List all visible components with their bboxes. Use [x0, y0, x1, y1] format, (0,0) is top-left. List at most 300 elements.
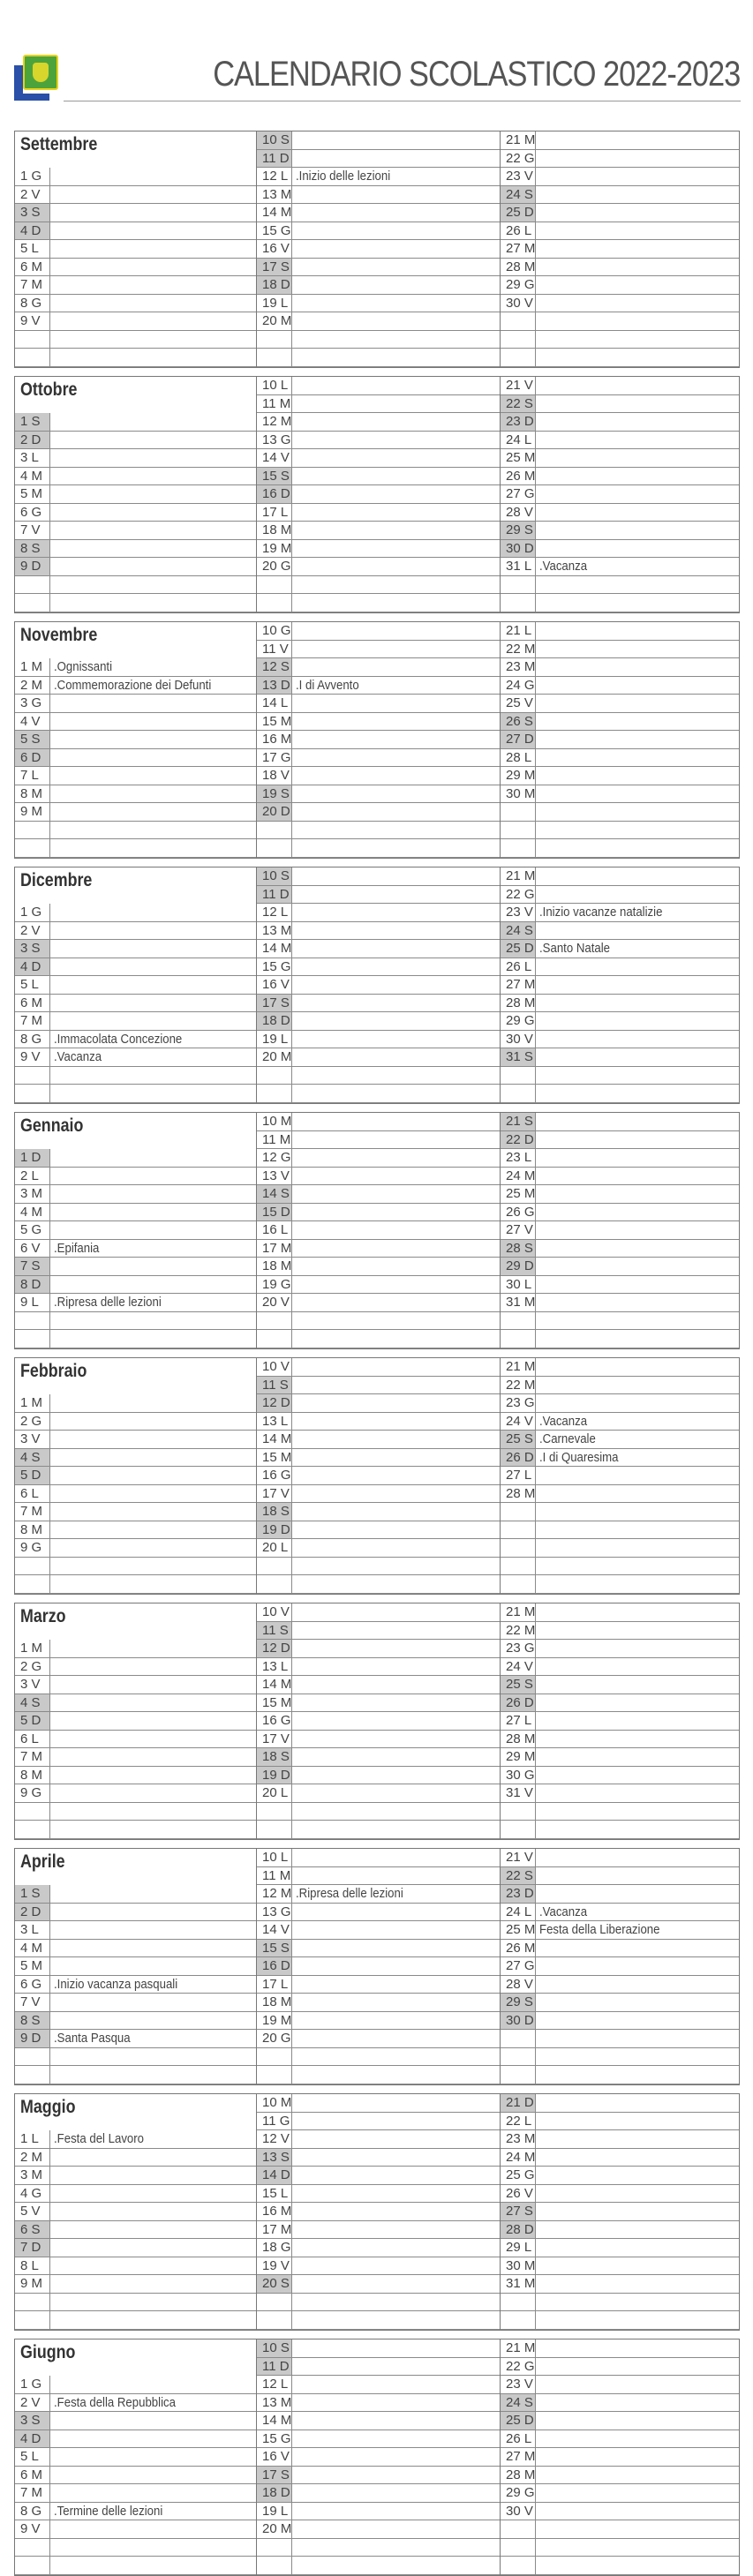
day-column-1: [15, 622, 256, 858]
day-row: [501, 2412, 739, 2430]
day-label: [15, 576, 50, 594]
day-label: 10 S: [257, 867, 292, 885]
day-column-1: [15, 1113, 256, 1348]
day-label: 18 M: [257, 1258, 292, 1275]
day-label: 23 G: [501, 1394, 536, 1412]
day-row: [501, 1658, 739, 1677]
empty-row: [15, 331, 256, 349]
day-label: 8 G: [15, 2503, 50, 2520]
day-row: [257, 312, 500, 331]
day-column-2: [256, 2094, 500, 2330]
day-row: [501, 1394, 739, 1413]
day-label: 21 M: [501, 1358, 536, 1376]
day-label: 16 M: [257, 2203, 292, 2220]
day-row: [501, 2257, 739, 2276]
day-label: 26 M: [501, 1940, 536, 1957]
header: [0, 0, 753, 132]
day-label: 17 S: [257, 2467, 292, 2484]
day-label: 22 G: [501, 150, 536, 168]
day-row: [257, 2113, 500, 2131]
empty-row: [501, 839, 739, 858]
month-name: Febbraio: [20, 1361, 87, 1381]
day-label: 28 L: [501, 749, 536, 767]
day-label: 22 M: [501, 1622, 536, 1640]
day-row: [15, 1885, 256, 1904]
day-label: 24 S: [501, 186, 536, 204]
day-column-3: [500, 377, 739, 612]
day-row: [257, 1503, 500, 1521]
day-label: [257, 1575, 292, 1593]
day-row: [501, 1240, 739, 1258]
month-name: Marzo: [20, 1606, 66, 1626]
day-row: [501, 468, 739, 486]
day-label: 22 G: [501, 2358, 536, 2376]
day-label: 15 S: [257, 468, 292, 485]
day-label: 10 M: [257, 1113, 292, 1130]
day-note: .Festa della Repubblica: [54, 2394, 176, 2410]
day-label: 16 V: [257, 976, 292, 994]
day-label: 8 L: [15, 2257, 50, 2275]
day-row: [501, 1748, 739, 1767]
day-column-2: [256, 2339, 500, 2575]
day-row: [501, 2221, 739, 2240]
day-note: .Festa del Lavoro: [54, 2131, 144, 2146]
day-label: 28 M: [501, 1485, 536, 1503]
month-name: Gennaio: [20, 1115, 84, 1136]
day-label: 24 V: [501, 1658, 536, 1676]
day-row: [257, 622, 500, 641]
day-label: 28 V: [501, 1976, 536, 1994]
day-row: [257, 867, 500, 886]
empty-row: [501, 576, 739, 595]
day-label: 7 S: [15, 1258, 50, 1275]
day-row: [15, 1940, 256, 1958]
day-row: [501, 1640, 739, 1658]
day-label: 7 D: [15, 2239, 50, 2257]
day-row: [501, 2394, 739, 2413]
day-label: 19 D: [257, 1521, 292, 1539]
day-row: [257, 2448, 500, 2467]
day-row: [501, 658, 739, 677]
day-column-3: [500, 622, 739, 858]
day-label: 14 L: [257, 695, 292, 712]
empty-row: [501, 2048, 739, 2067]
day-label: 26 L: [501, 958, 536, 976]
day-label: 1 S: [15, 413, 50, 431]
day-row: [257, 641, 500, 659]
day-label: 13 M: [257, 186, 292, 204]
day-label: 24 M: [501, 1168, 536, 1185]
day-row: [15, 2503, 256, 2521]
day-label: 30 V: [501, 295, 536, 312]
day-row: [501, 1731, 739, 1749]
day-row: [257, 1485, 500, 1504]
day-row: [15, 2012, 256, 2031]
day-label: 1 D: [15, 1149, 50, 1167]
empty-row: [257, 594, 500, 612]
day-label: 23 M: [501, 658, 536, 676]
day-row: [15, 2030, 256, 2048]
day-row: [15, 1431, 256, 1449]
empty-row: [15, 839, 256, 858]
day-row: [257, 1784, 500, 1803]
day-row: [501, 1012, 739, 1031]
day-row: [15, 1449, 256, 1468]
day-row: [501, 2239, 739, 2257]
day-row: [257, 1012, 500, 1031]
day-label: [501, 349, 536, 366]
day-row: [501, 2275, 739, 2294]
day-label: [257, 1803, 292, 1821]
day-label: 7 V: [15, 1994, 50, 2011]
day-label: 21 M: [501, 867, 536, 885]
empty-row: [501, 331, 739, 349]
day-label: 8 G: [15, 1031, 50, 1048]
day-row: [501, 1449, 739, 1468]
day-label: 18 D: [257, 1012, 292, 1030]
empty-row: [15, 1085, 256, 1103]
day-row: [501, 713, 739, 732]
empty-row: [15, 1575, 256, 1594]
day-row: [15, 803, 256, 822]
day-label: 6 V: [15, 1240, 50, 1258]
day-label: 5 M: [15, 485, 50, 503]
day-label: 30 M: [501, 785, 536, 803]
day-row: [501, 1031, 739, 1049]
day-row: [257, 2430, 500, 2449]
day-label: 29 M: [501, 767, 536, 785]
day-row: [257, 2467, 500, 2485]
day-label: 18 S: [257, 1503, 292, 1521]
day-label: 13 S: [257, 2149, 292, 2167]
day-label: 1 M: [15, 1640, 50, 1657]
day-row: [257, 2503, 500, 2521]
empty-row: [15, 1312, 256, 1331]
day-row: [257, 540, 500, 559]
day-label: 27 L: [501, 1467, 536, 1484]
day-row: [257, 186, 500, 205]
day-label: 14 S: [257, 1185, 292, 1203]
day-label: 17 M: [257, 2221, 292, 2239]
day-label: [501, 331, 536, 349]
day-row: [257, 1048, 500, 1067]
day-row: [257, 1467, 500, 1485]
day-label: 12 L: [257, 2376, 292, 2393]
day-row: [257, 886, 500, 905]
day-label: 3 S: [15, 940, 50, 958]
day-row: [257, 558, 500, 576]
day-label: 13 V: [257, 1168, 292, 1185]
day-row: [501, 222, 739, 241]
day-label: 2 V: [15, 2394, 50, 2412]
day-row: [257, 1449, 500, 1468]
day-label: 27 M: [501, 240, 536, 258]
day-row: [15, 295, 256, 313]
day-note: .Vacanza: [54, 1049, 102, 1064]
day-row: [257, 1603, 500, 1622]
day-label: 21 V: [501, 377, 536, 394]
day-row: [15, 1767, 256, 1785]
day-label: 9 L: [15, 1294, 50, 1311]
day-row: [501, 1149, 739, 1168]
day-row: [15, 276, 256, 295]
day-label: 16 D: [257, 485, 292, 503]
empty-row: [257, 1558, 500, 1576]
day-label: 20 M: [257, 1048, 292, 1066]
day-row: [15, 1048, 256, 1067]
day-label: 3 S: [15, 2412, 50, 2430]
day-row: [15, 1485, 256, 1504]
day-label: 25 M: [501, 1921, 536, 1939]
day-row: [15, 540, 256, 559]
day-label: 9 V: [15, 312, 50, 330]
day-label: [15, 1330, 50, 1348]
day-row: [501, 1994, 739, 2012]
day-label: 10 S: [257, 131, 292, 149]
month-block-febbraio: [14, 1357, 740, 1595]
day-row: [501, 731, 739, 749]
month-name: Dicembre: [20, 870, 93, 890]
day-label: 24 G: [501, 677, 536, 695]
day-row: [257, 1258, 500, 1276]
empty-row: [15, 2294, 256, 2312]
day-label: 30 D: [501, 540, 536, 558]
day-label: 11 M: [257, 1867, 292, 1885]
day-label: [15, 594, 50, 612]
day-row: [15, 958, 256, 977]
day-row: [15, 413, 256, 432]
empty-row: [15, 2048, 256, 2067]
day-row: [257, 2358, 500, 2377]
day-row: [15, 1294, 256, 1312]
day-label: 16 M: [257, 731, 292, 748]
day-label: 16 G: [257, 1712, 292, 1730]
day-label: 11 V: [257, 641, 292, 658]
day-label: 7 V: [15, 522, 50, 539]
day-label: 12 L: [257, 168, 292, 185]
day-row: [15, 2130, 256, 2149]
day-note: .Immacolata Concezione: [54, 1031, 183, 1047]
day-label: 8 M: [15, 1767, 50, 1784]
day-label: 20 V: [257, 1294, 292, 1311]
day-label: 3 L: [15, 1921, 50, 1939]
day-label: [501, 2520, 536, 2538]
day-label: 23 L: [501, 1149, 536, 1167]
day-row: [257, 2167, 500, 2185]
day-label: 10 L: [257, 377, 292, 394]
day-column-2: [256, 1603, 500, 1839]
day-row: [257, 695, 500, 713]
day-label: 9 G: [15, 1539, 50, 1557]
day-label: 1 S: [15, 1885, 50, 1903]
day-row: [257, 1113, 500, 1131]
day-row: [501, 168, 739, 186]
day-row: [15, 259, 256, 277]
day-label: 6 L: [15, 1485, 50, 1503]
day-row: [257, 1358, 500, 1377]
day-row: [501, 2167, 739, 2185]
day-row: [15, 713, 256, 732]
day-row: [15, 1784, 256, 1803]
day-note: .Epifania: [54, 1240, 100, 1256]
empty-row: [15, 349, 256, 367]
day-label: 25 S: [501, 1431, 536, 1448]
day-row: [257, 1885, 500, 1904]
month-name: Novembre: [20, 625, 98, 645]
day-column-3: [500, 1358, 739, 1594]
day-row: [257, 1413, 500, 1431]
day-row: [15, 940, 256, 958]
day-row: [501, 695, 739, 713]
day-row: [257, 1622, 500, 1641]
day-label: 1 G: [15, 904, 50, 921]
day-row: [501, 2503, 739, 2521]
day-label: 22 G: [501, 886, 536, 904]
day-label: 12 M: [257, 1885, 292, 1903]
day-row: [15, 1976, 256, 1994]
empty-row: [501, 1312, 739, 1331]
day-label: 5 S: [15, 731, 50, 748]
day-label: 30 D: [501, 2012, 536, 2030]
day-label: 22 S: [501, 1867, 536, 1885]
day-label: 4 V: [15, 713, 50, 731]
day-row: [501, 622, 739, 641]
day-row: [501, 1694, 739, 1713]
empty-row: [257, 576, 500, 595]
day-label: 17 G: [257, 749, 292, 767]
day-row: [257, 785, 500, 804]
day-row: [257, 295, 500, 313]
day-label: 27 M: [501, 976, 536, 994]
empty-row: [257, 1067, 500, 1085]
day-label: [257, 1330, 292, 1348]
day-label: [15, 1067, 50, 1085]
empty-row: [15, 1803, 256, 1821]
month-block-giugno: [14, 2339, 740, 2576]
day-label: 29 D: [501, 1258, 536, 1275]
day-row: [15, 312, 256, 331]
day-note: .I di Avvento: [296, 677, 359, 693]
day-label: [501, 1521, 536, 1539]
day-label: 12 M: [257, 413, 292, 431]
day-row: [15, 204, 256, 222]
day-row: [257, 2239, 500, 2257]
day-label: 17 L: [257, 1976, 292, 1994]
day-row: [257, 1377, 500, 1395]
day-row: [501, 1221, 739, 1240]
day-label: [15, 2294, 50, 2311]
day-label: [15, 822, 50, 839]
empty-row: [501, 803, 739, 822]
day-label: 4 M: [15, 1940, 50, 1957]
day-row: [15, 677, 256, 695]
day-row: [501, 2094, 739, 2113]
day-note: .Carnevale: [539, 1431, 596, 1446]
day-label: 1 M: [15, 658, 50, 676]
day-label: 14 V: [257, 1921, 292, 1939]
day-row: [501, 1957, 739, 1976]
empty-row: [15, 1330, 256, 1348]
day-label: [257, 1085, 292, 1102]
page-title: CALENDARIO SCOLASTICO 2022-2023: [212, 55, 740, 94]
day-row: [501, 522, 739, 540]
day-column-1: [15, 2339, 256, 2575]
day-label: 29 S: [501, 1994, 536, 2011]
day-label: [501, 1821, 536, 1838]
empty-row: [501, 1330, 739, 1348]
day-row: [15, 1640, 256, 1658]
day-row: [501, 276, 739, 295]
day-label: 22 M: [501, 1377, 536, 1394]
day-label: 24 L: [501, 432, 536, 449]
day-label: 16 D: [257, 1957, 292, 1975]
day-label: [501, 839, 536, 857]
month-block-maggio: [14, 2093, 740, 2331]
day-label: [257, 2539, 292, 2557]
day-row: [501, 413, 739, 432]
day-label: [501, 2030, 536, 2047]
day-row: [257, 1849, 500, 1867]
day-label: 27 G: [501, 1957, 536, 1975]
day-row: [15, 1240, 256, 1258]
day-row: [15, 2430, 256, 2449]
day-row: [501, 259, 739, 277]
day-label: 21 M: [501, 1603, 536, 1621]
day-row: [257, 204, 500, 222]
day-label: [501, 1312, 536, 1330]
empty-row: [501, 2520, 739, 2539]
day-label: 22 D: [501, 1131, 536, 1149]
day-row: [501, 1377, 739, 1395]
day-label: 20 M: [257, 2520, 292, 2538]
day-label: 14 M: [257, 940, 292, 958]
empty-row: [15, 2311, 256, 2330]
day-label: 3 M: [15, 1185, 50, 1203]
day-row: [501, 922, 739, 941]
day-column-2: [256, 377, 500, 612]
day-row: [15, 749, 256, 768]
day-label: 8 S: [15, 540, 50, 558]
empty-row: [15, 1821, 256, 1839]
day-label: [257, 2294, 292, 2311]
day-row: [501, 867, 739, 886]
day-row: [501, 641, 739, 659]
day-row: [15, 658, 256, 677]
day-label: [257, 1312, 292, 1330]
day-row: [501, 558, 739, 576]
day-row: [501, 2203, 739, 2221]
day-label: [501, 2048, 536, 2066]
day-row: [257, 2094, 500, 2113]
day-label: 15 M: [257, 1449, 292, 1467]
day-label: 7 L: [15, 767, 50, 785]
day-label: 4 D: [15, 222, 50, 240]
day-row: [257, 1694, 500, 1713]
day-row: [257, 259, 500, 277]
day-row: [15, 1204, 256, 1222]
empty-row: [15, 2539, 256, 2557]
day-label: 26 G: [501, 1204, 536, 1221]
month-name: Settembre: [20, 134, 98, 154]
empty-row: [15, 822, 256, 840]
day-row: [257, 1240, 500, 1258]
empty-row: [257, 2557, 500, 2575]
day-row: [501, 1767, 739, 1785]
day-row: [501, 150, 739, 169]
empty-row: [257, 1085, 500, 1103]
day-label: 14 M: [257, 204, 292, 222]
day-row: [257, 2130, 500, 2149]
